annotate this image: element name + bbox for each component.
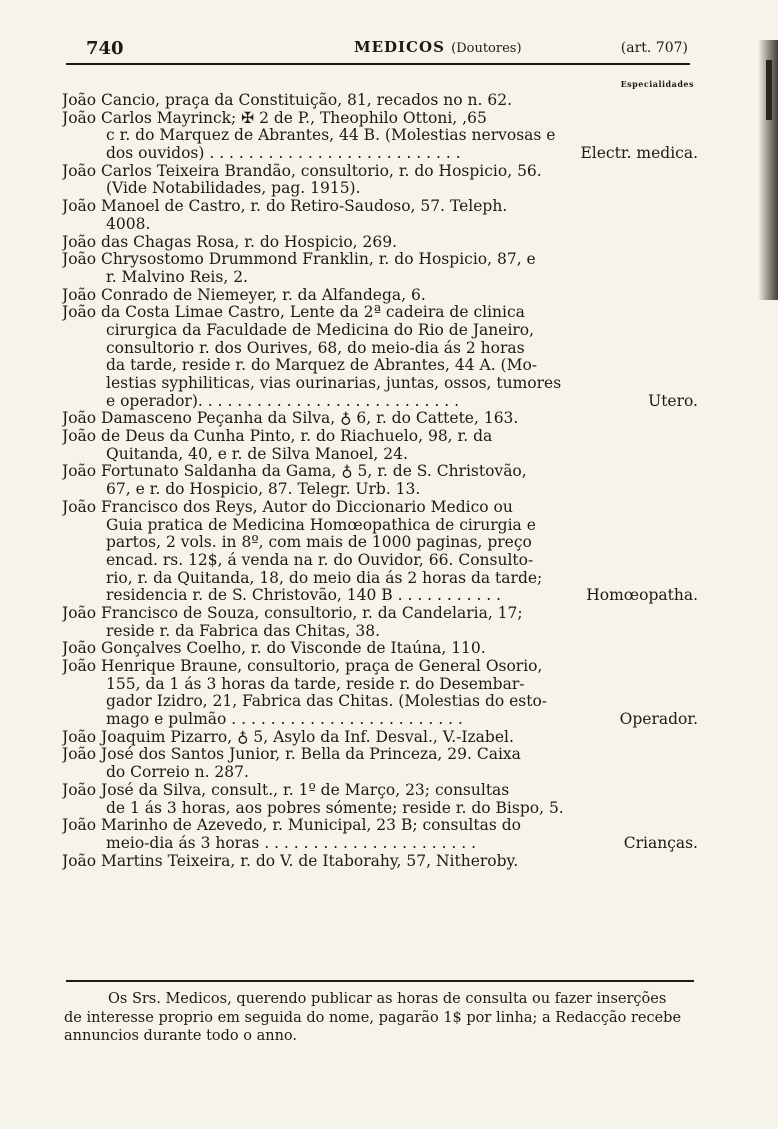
entry-text: mago e pulmão . . . . . . . . . . . . . . . . . . . . . . . . <box>106 711 463 729</box>
entry-text: João Damasceno Peçanha da Silva, ♁ 6, r. do Cattete, 163. <box>62 410 519 428</box>
directory-entry <box>62 729 698 747</box>
directory-entry <box>62 163 698 198</box>
entry-continuation-line <box>62 835 698 853</box>
entry-text: lestias syphiliticas, vias ourinarias, juntas, ossos, tumores <box>106 375 562 392</box>
directory-entry <box>62 410 698 428</box>
entry-text: de 1 ás 3 horas, aos pobres sómente; reside r. do Bispo, 5. <box>106 799 564 817</box>
entry-name-line <box>62 499 698 517</box>
entry-text: João Francisco de Souza, consultorio, r. da Candelaria, 17; <box>62 604 523 622</box>
entry-continuation-line <box>62 322 698 340</box>
entry-text: Guia pratica de Medicina Homœopathica de cirurgia e <box>106 516 536 534</box>
entry-name-line <box>62 605 698 623</box>
entry-continuation-line <box>62 676 698 694</box>
entry-name-line <box>62 92 698 110</box>
entry-continuation-line <box>62 180 698 198</box>
title-main: MEDICOS <box>354 38 445 56</box>
entry-name-line <box>62 782 698 800</box>
entry-text: João Francisco dos Reys, Autor do Diccionario Medico ou <box>62 498 513 516</box>
entry-text: rio, r. da Quitanda, 18, do meio dia ás 2 horas da tarde; <box>106 569 543 587</box>
entry-continuation-line <box>62 534 698 552</box>
directory-entry <box>62 92 698 110</box>
footnote-rule <box>66 980 694 982</box>
entry-name-line <box>62 110 698 128</box>
page-title <box>354 38 522 56</box>
entry-continuation-line <box>62 393 698 411</box>
entry-name-line <box>62 729 698 747</box>
entry-text: João Martins Teixeira, r. do V. de Itaborahy, 57, Nitheroby. <box>62 852 519 870</box>
specialty-column-heading: Especialidades <box>620 79 694 89</box>
entry-text: reside r. da Fabrica das Chitas, 38. <box>106 622 381 640</box>
directory-entry <box>62 853 698 871</box>
title-sub: (Doutores) <box>451 41 522 56</box>
entry-continuation-line <box>62 623 698 641</box>
directory-entry <box>62 304 698 410</box>
directory-entry <box>62 463 698 498</box>
directory-entries <box>62 92 698 870</box>
entry-continuation-line <box>62 375 698 393</box>
entry-continuation-line <box>62 357 698 375</box>
entry-specialty: Homœopatha. <box>586 587 698 605</box>
entry-text: do Correio n. 287. <box>106 764 249 782</box>
directory-entry <box>62 499 698 605</box>
entry-text: gador Izidro, 21, Fabrica das Chitas. (Molestias do esto- <box>106 693 548 711</box>
entry-text: João Manoel de Castro, r. do Retiro-Saudoso, 57. Teleph. <box>62 198 508 216</box>
entry-continuation-line <box>62 711 698 729</box>
entry-continuation-line <box>62 446 698 464</box>
entry-continuation-line <box>62 340 698 358</box>
entry-continuation-line <box>62 570 698 588</box>
entry-continuation-line <box>62 587 698 605</box>
entry-continuation-line <box>62 269 698 287</box>
entry-text: 4008. <box>106 215 151 233</box>
entry-text: João Marinho de Azevedo, r. Municipal, 23 B; consultas do <box>62 817 521 835</box>
entry-specialty: Electr. medica. <box>580 145 698 163</box>
page-header <box>58 36 694 62</box>
entry-text: João Carlos Mayrinck; ✠ 2 de P., Theophilo Ottoni, ,65 <box>62 109 487 127</box>
entry-text: 67, e r. do Hospicio, 87. Telegr. Urb. 13. <box>106 481 421 499</box>
directory-entry <box>62 817 698 852</box>
entry-text: João Gonçalves Coelho, r. do Visconde de Itaúna, 110. <box>62 640 486 658</box>
directory-entry <box>62 782 698 817</box>
entry-continuation-line <box>62 127 698 145</box>
directory-entry <box>62 605 698 640</box>
entry-text: João da Costa Limae Castro, Lente da 2ª cadeira de clinica <box>62 304 525 322</box>
entry-continuation-line <box>62 216 698 234</box>
entry-name-line <box>62 234 698 252</box>
entry-text: e operador). . . . . . . . . . . . . . . . . . . . . . . . . . . <box>106 392 460 410</box>
directory-entry <box>62 110 698 163</box>
footnote-line: de interesse proprio em seguida do nome, pagarão 1$ por linha; a Redacção recebe <box>64 1009 682 1026</box>
entry-text: João Fortunato Saldanha da Gama, ♁ 5, r. de S. Christovão, <box>62 463 527 481</box>
entry-name-line <box>62 163 698 181</box>
entry-text: 155, da 1 ás 3 horas da tarde, reside r. do Desembar- <box>106 675 525 693</box>
entry-name-line <box>62 428 698 446</box>
header-rule <box>66 63 690 65</box>
entry-text: João José da Silva, consult., r. 1º de Março, 23; consultas <box>62 781 510 799</box>
entry-name-line <box>62 410 698 428</box>
entry-name-line <box>62 304 698 322</box>
entry-continuation-line <box>62 552 698 570</box>
entry-name-line <box>62 251 698 269</box>
entry-name-line <box>62 658 698 676</box>
entry-text: encad. rs. 12$, á venda na r. do Ouvidor, 66. Consulto- <box>106 551 534 569</box>
entry-text: meio-dia ás 3 horas . . . . . . . . . . . . . . . . . . . . . . <box>106 834 477 852</box>
entry-text: (Vide Notabilidades, pag. 1915). <box>106 180 361 198</box>
footnote-line: Os Srs. Medicos, querendo publicar as horas de consulta ou fazer inserções <box>108 991 667 1007</box>
entry-specialty: Crianças. <box>623 834 698 852</box>
entry-text: r. Malvino Reis, 2. <box>106 268 248 286</box>
entry-specialty: Operador. <box>619 711 698 729</box>
entry-text: da tarde, reside r. do Marquez de Abrantes, 44 A. (Mo- <box>106 357 538 375</box>
entry-name-line <box>62 463 698 481</box>
entry-name-line <box>62 287 698 305</box>
entry-continuation-line <box>62 145 698 163</box>
entry-name-line <box>62 817 698 835</box>
directory-entry <box>62 198 698 233</box>
entry-text: Quitanda, 40, e r. de Silva Manoel, 24. <box>106 445 408 463</box>
footnote <box>64 990 700 1046</box>
entry-text: partos, 2 vols. in 8º, com mais de 1000 paginas, preço <box>106 534 532 552</box>
page-edge-mark <box>766 60 772 120</box>
entry-specialty: Utero. <box>648 392 698 410</box>
entry-text: dos ouvidos) . . . . . . . . . . . . . . . . . . . . . . . . . . <box>106 145 461 163</box>
directory-entry <box>62 658 698 729</box>
entry-continuation-line <box>62 800 698 818</box>
entry-text: João Conrado de Niemeyer, r. da Alfandega, 6. <box>62 286 426 304</box>
entry-text: João Cancio, praça da Constituição, 81, recados no n. 62. <box>62 92 512 109</box>
entry-text: consultorio r. dos Ourives, 68, do meio-dia ás 2 horas <box>106 339 525 357</box>
entry-text: residencia r. de S. Christovão, 140 B . . . . . . . . . . . <box>106 587 502 605</box>
entry-text: João de Deus da Cunha Pinto, r. do Riachuelo, 98, r. da <box>62 428 493 446</box>
page-number: 740 <box>86 38 124 59</box>
entry-name-line <box>62 640 698 658</box>
entry-continuation-line <box>62 764 698 782</box>
entry-text: João Carlos Teixeira Brandão, consultorio, r. do Hospicio, 56. <box>62 162 542 180</box>
directory-entry <box>62 746 698 781</box>
directory-entry <box>62 251 698 286</box>
entry-name-line <box>62 198 698 216</box>
entry-continuation-line <box>62 693 698 711</box>
directory-entry <box>62 640 698 658</box>
article-reference: (art. 707) <box>620 40 688 56</box>
entry-text: João Chrysostomo Drummond Franklin, r. do Hospicio, 87, e <box>62 251 536 269</box>
entry-text: João das Chagas Rosa, r. do Hospicio, 269. <box>62 233 398 251</box>
entry-text: João José dos Santos Junior, r. Bella da Princeza, 29. Caixa <box>62 746 521 764</box>
entry-continuation-line <box>62 481 698 499</box>
entry-text: c r. do Marquez de Abrantes, 44 B. (Molestias nervosas e <box>106 127 556 145</box>
entry-text: João Joaquim Pizarro, ♁ 5, Asylo da Inf. Desval., V.-Izabel. <box>62 728 514 746</box>
directory-entry <box>62 428 698 463</box>
directory-entry <box>62 234 698 252</box>
entry-text: João Henrique Braune, consultorio, praça de General Osorio, <box>62 658 543 675</box>
footnote-line: annuncios durante todo o anno. <box>64 1028 298 1044</box>
directory-entry <box>62 287 698 305</box>
entry-text: cirurgica da Faculdade de Medicina do Rio de Janeiro, <box>106 321 535 339</box>
entry-name-line <box>62 746 698 764</box>
entry-continuation-line <box>62 517 698 535</box>
entry-name-line <box>62 853 698 871</box>
